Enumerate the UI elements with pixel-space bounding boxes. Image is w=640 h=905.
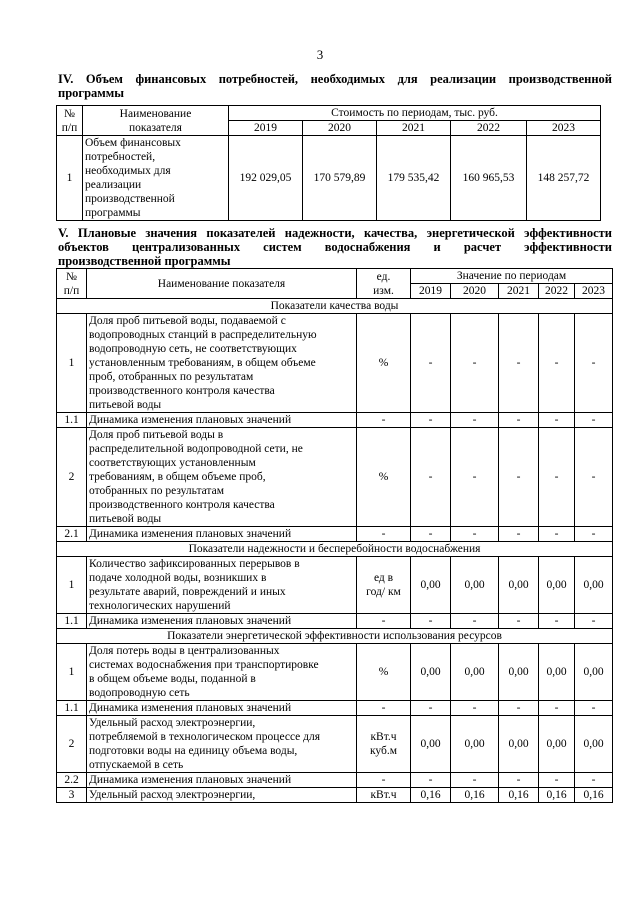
table-row [57,716,613,773]
table-row [57,428,613,527]
text-line: распределительной водопроводной сети, не [89,443,303,455]
row-value: - [451,701,499,716]
row-number: 2.1 [57,527,87,542]
row-number: 2.2 [57,773,87,788]
table-row [57,413,613,428]
row-number: 1.1 [57,701,87,716]
row-value: - [575,527,613,542]
row-value: 179 535,42 [377,136,451,221]
row-unit [357,314,411,413]
year-header: 2023 [575,284,613,299]
row-value: 0,00 [539,716,575,773]
text-line: водопроводную сеть, не соответствующих [89,343,297,355]
year-header: 2021 [377,121,451,136]
row-number: 1.1 [57,413,87,428]
heading-line: объектов централизованных систем водоснабжения и расчет эффективности [58,240,612,254]
row-value: - [499,701,539,716]
text-line: подаче холодной воды, возникших в [89,572,267,584]
year-header: 2019 [229,121,303,136]
text-line: - [381,774,386,786]
text-line: Наименование [119,107,192,120]
table-row [57,614,613,629]
row-value: 0,00 [575,557,613,614]
text-line: Удельный расход электроэнергии, [89,717,256,729]
table-row [57,701,613,716]
row-value: - [411,428,451,527]
text-line: реализации [85,179,142,191]
row-value: 0,16 [411,788,451,803]
row-name [87,788,357,803]
text-line: п/п [63,284,80,297]
row-number: 2 [57,428,87,527]
text-line: - [381,702,386,714]
text-line: производственного контроля качества [89,385,275,397]
row-name [87,428,357,527]
row-value: 170 579,89 [303,136,377,221]
row-value: - [539,314,575,413]
row-value: - [539,773,575,788]
row-value: - [539,527,575,542]
header-group: Стоимость по периодам, тыс. руб. [229,106,601,121]
text-line: - [381,615,386,627]
table-row [57,314,613,413]
row-name [87,614,357,629]
row-name [87,644,357,701]
row-value: 192 029,05 [229,136,303,221]
row-value: - [499,527,539,542]
row-value: 148 257,72 [527,136,601,221]
row-value: 0,00 [499,557,539,614]
row-name [87,314,357,413]
row-number: 1 [57,136,83,221]
text-line: питьевой воды [89,513,162,525]
row-value: - [575,614,613,629]
row-value: 0,00 [499,644,539,701]
year-header: 2023 [527,121,601,136]
row-name [87,716,357,773]
text-line: ед в [373,572,394,584]
row-number: 3 [57,788,87,803]
text-line: Доля проб питьевой воды, подаваемой с [89,315,286,327]
text-line: производственного контроля качества [89,499,275,511]
row-value: - [575,428,613,527]
row-value: 0,16 [575,788,613,803]
row-value: - [575,773,613,788]
row-value: 0,00 [575,716,613,773]
table-row [57,557,613,614]
heading-line: программы [58,86,125,100]
text-line: проб, отобранных по результатам [89,371,254,383]
row-value: - [499,614,539,629]
text-line: подготовки воды на единицу объема воды, [89,745,298,757]
text-line: - [381,414,386,426]
row-name [87,413,357,428]
section-title: Показатели энергетической эффективности использования ресурсов [57,629,613,644]
heading-line: IV. Объем финансовых потребностей, необходимых для реализации производственной [58,72,612,86]
row-name [87,557,357,614]
text-line: п/п [61,121,78,134]
text-line: Динамика изменения плановых значений [89,702,292,714]
table-row [57,527,613,542]
header-no [57,106,83,136]
text-line: Динамика изменения плановых значений [89,615,292,627]
row-value: - [451,314,499,413]
row-value: - [451,527,499,542]
year-header: 2019 [411,284,451,299]
year-header: 2020 [303,121,377,136]
text-line: Доля проб питьевой воды в [89,429,224,441]
row-value: 0,00 [575,644,613,701]
text-line: потребностей, [85,151,156,163]
row-number: 1 [57,557,87,614]
text-line: № [66,270,77,283]
row-name [87,527,357,542]
row-unit [357,557,411,614]
row-value: - [451,614,499,629]
row-value: - [499,773,539,788]
text-line: % [378,357,389,369]
row-value: - [575,413,613,428]
text-line: установленным требованиям, в общем объеме [89,357,316,369]
header-row [57,106,601,121]
row-value: 0,00 [539,644,575,701]
row-unit [357,644,411,701]
header-name [83,106,229,136]
row-name [83,136,229,221]
section-title: Показатели надежности и бесперебойности водоснабжения [57,542,613,557]
section-4-heading [58,72,612,100]
row-unit [357,773,411,788]
row-unit [357,716,411,773]
text-line: Доля потерь воды в централизованных [89,645,280,657]
text-line: соответствующих установленным [89,457,256,469]
heading-line: производственной программы [58,254,231,268]
row-value: - [539,428,575,527]
row-number: 1 [57,314,87,413]
row-number: 2 [57,716,87,773]
section-title: Показатели качества воды [57,299,613,314]
text-line: Динамика изменения плановых значений [89,528,292,540]
text-line: изм. [373,284,394,297]
row-value: - [499,428,539,527]
header-unit [357,269,411,299]
text-line: технологических нарушений [89,600,231,612]
heading-line: V. Плановые значения показателей надежности, качества, энергетической эффективности [58,226,612,240]
row-value: - [575,701,613,716]
text-line: в общем объеме воды, поданной в [89,673,256,685]
table-row [57,788,613,803]
row-value: - [411,701,451,716]
row-unit [357,428,411,527]
header-group: Значение по периодам [411,269,613,284]
text-line: Количество зафиксированных перерывов в [89,558,300,570]
text-line: водопроводную сеть [89,687,190,699]
year-header: 2020 [451,284,499,299]
row-name [87,701,357,716]
text-line: кВт.ч [370,789,397,801]
header-no [57,269,87,299]
row-name [87,773,357,788]
row-value: 0,00 [499,716,539,773]
row-value: 0,00 [451,716,499,773]
text-line: системах водоснабжения при транспортировке [89,659,319,671]
text-line: Динамика изменения плановых значений [89,414,292,426]
financial-needs-table [56,105,601,221]
row-value: - [411,527,451,542]
row-value: - [411,614,451,629]
row-value: - [411,413,451,428]
text-line: водопроводных станций в распределительную [89,329,317,341]
row-value: - [451,413,499,428]
row-value: 160 965,53 [451,136,527,221]
row-value: 0,00 [451,557,499,614]
row-value: 0,00 [411,644,451,701]
text-line: результате аварий, повреждений и иных [89,586,286,598]
year-header: 2022 [451,121,527,136]
row-value: - [539,701,575,716]
row-number: 1.1 [57,614,87,629]
section-row [57,542,613,557]
row-value: - [539,614,575,629]
header-name: Наименование показателя [87,269,357,299]
table-row [57,136,601,221]
year-header: 2021 [499,284,539,299]
year-header: 2022 [539,284,575,299]
text-line: производственной [85,193,175,205]
text-line: отобранных по результатам [89,485,224,497]
text-line: % [378,666,389,678]
row-value: 0,16 [499,788,539,803]
row-unit [357,413,411,428]
row-value: 0,16 [539,788,575,803]
text-line: год/ км [366,586,401,598]
table-row [57,644,613,701]
text-line: ед. [376,270,391,283]
text-line: Удельный расход электроэнергии, [89,789,256,801]
page-number: 3 [316,47,324,62]
header-row [57,269,613,284]
row-value: 0,00 [411,557,451,614]
row-value: - [539,413,575,428]
text-line: питьевой воды [89,399,162,411]
row-value: - [451,773,499,788]
section-5-heading [58,226,612,268]
row-number: 1 [57,644,87,701]
section-row [57,629,613,644]
text-line: - [381,528,386,540]
text-line: отпускаемой в сеть [89,759,184,771]
text-line: программы [85,207,141,219]
text-line: необходимых для [85,165,171,177]
row-unit [357,701,411,716]
row-value: - [411,773,451,788]
indicators-table [56,268,613,803]
row-value: - [499,413,539,428]
text-line: кВт.ч [370,731,397,743]
row-value: - [451,428,499,527]
row-value: 0,00 [411,716,451,773]
row-value: 0,16 [451,788,499,803]
text-line: показателя [129,121,182,134]
row-value: - [575,314,613,413]
text-line: Динамика изменения плановых значений [89,774,292,786]
row-unit [357,614,411,629]
section-row [57,299,613,314]
text-line: требованиям, в общем объеме проб, [89,471,266,483]
row-value: - [411,314,451,413]
row-unit [357,527,411,542]
text-line: Объем финансовых [85,137,181,149]
row-value: 0,00 [539,557,575,614]
row-value: - [499,314,539,413]
text-line: % [378,471,389,483]
row-value: 0,00 [451,644,499,701]
text-line: № [64,107,75,120]
text-line: потребляемой в технологическом процессе для [89,731,321,743]
row-unit [357,788,411,803]
text-line: куб.м [369,745,398,757]
table-row [57,773,613,788]
